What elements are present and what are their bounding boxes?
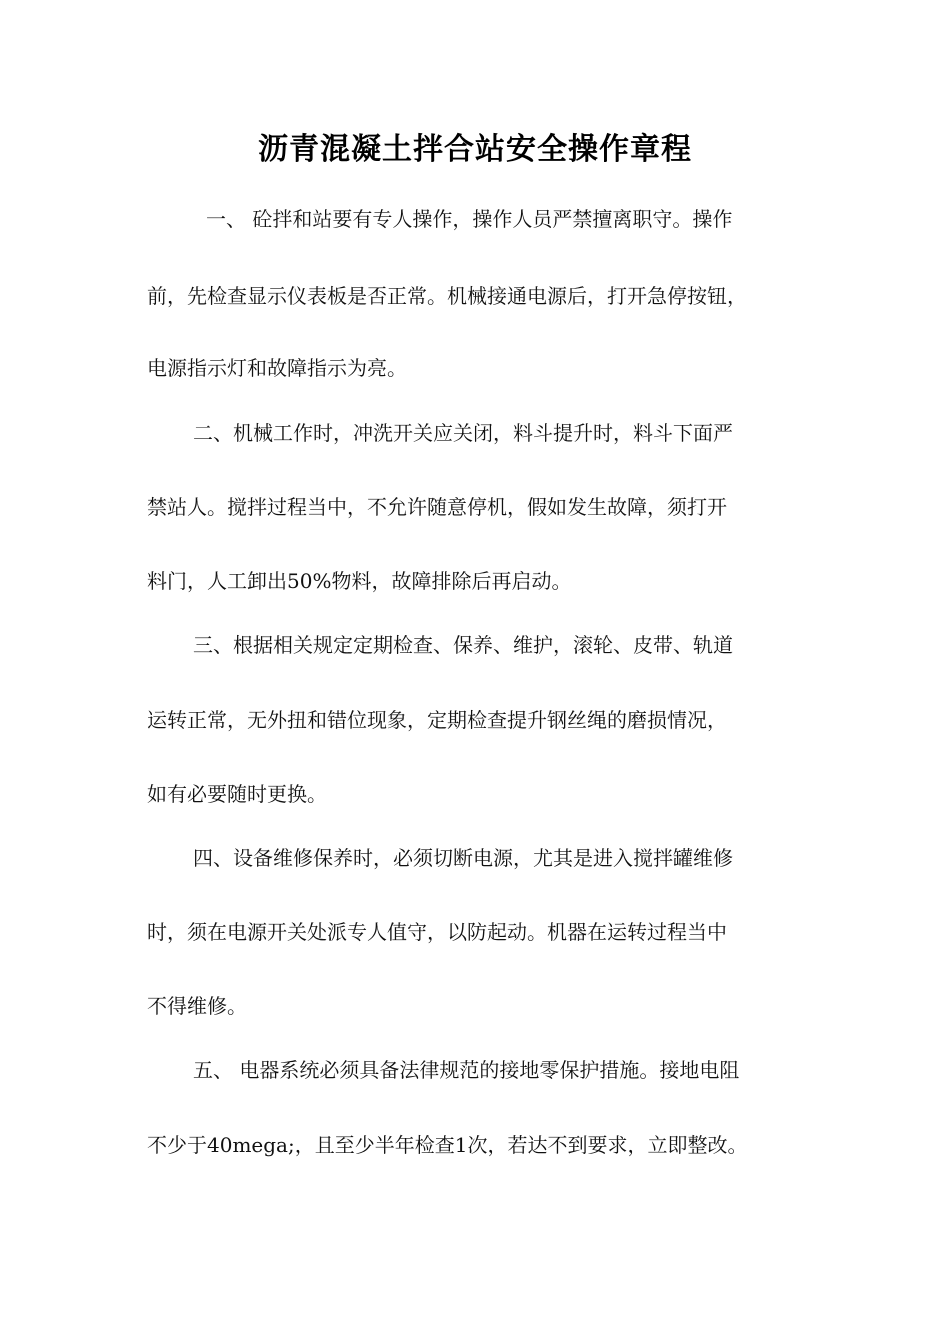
document-title: 沥青混凝土拌合站安全操作章程 [258,132,692,167]
paragraph-1-line-3: 电源指示灯和故障指示为亮。 [147,356,407,380]
paragraph-1-line-1: 一、 砼拌和站要有专人操作，操作人员严禁擅离职守。操作 [206,207,733,231]
paragraph-4-line-3: 不得维修。 [147,994,247,1018]
paragraph-2-line-1: 二、机械工作时，冲洗开关应关闭，料斗提升时，料斗下面严 [193,421,733,445]
paragraph-2-line-2: 禁站人。搅拌过程当中，不允许随意停机，假如发生故障，须打开 [147,495,727,519]
paragraph-4-line-2: 时，须在电源开关处派专人值守，以防起动。机器在运转过程当中 [147,920,727,944]
paragraph-4-line-1: 四、设备维修保养时，必须切断电源，尤其是进入搅拌罐维修 [193,846,733,870]
paragraph-5-line-1: 五、 电器系统必须具备法律规范的接地零保护措施。接地电阻 [193,1058,740,1082]
paragraph-3-line-3: 如有必要随时更换。 [147,782,327,806]
paragraph-2-line-3: 料门，人工卸出50%物料，故障排除后再启动。 [147,569,572,593]
paragraph-3-line-1: 三、根据相关规定定期检查、保养、维护，滚轮、皮带、轨道 [193,633,733,657]
paragraph-5-line-2: 不少于40mega;，且至少半年检查1次，若达不到要求，立即整改。 [147,1133,748,1157]
paragraph-1-line-2: 前，先检查显示仪表板是否正常。机械接通电源后，打开急停按钮， [147,284,747,308]
paragraph-3-line-2: 运转正常，无外扭和错位现象，定期检查提升钢丝绳的磨损情况， [147,708,727,732]
